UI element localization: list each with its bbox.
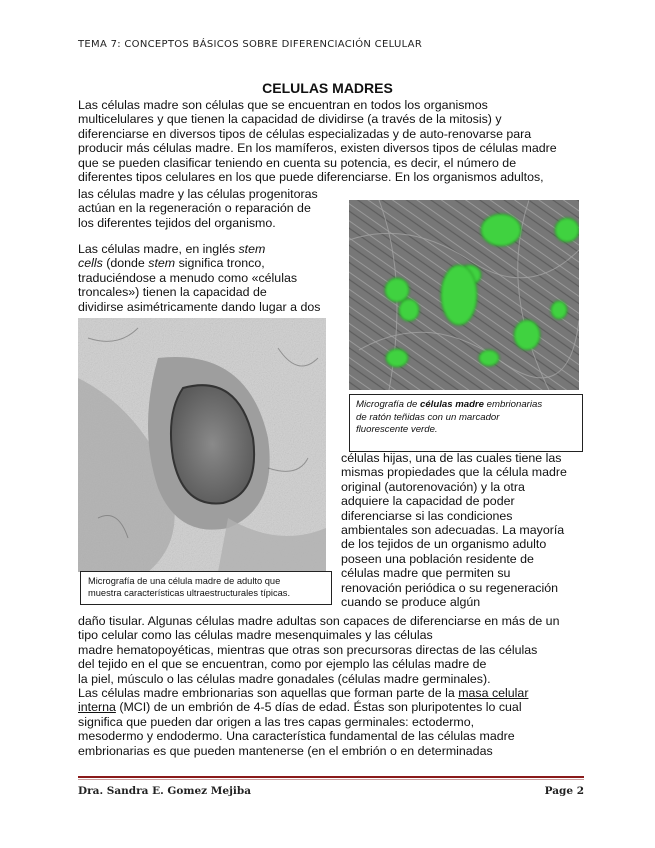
page-number: Page 2 <box>544 785 584 797</box>
running-header: TEMA 7: CONCEPTOS BÁSICOS SOBRE DIFERENCIACIÓN CELULAR <box>78 39 423 50</box>
paragraph-embryonic: daño tisular. Algunas células madre adultas son capaces de diferenciarse en más de un tipo celular como las células madre mesenquimales y las células madre hematopoyéticas, mientras que otras son precursoras directas de las células del tejido en el que se encuentran, como por ejemplo las células madre de la piel, músculo o las células madre gonadales (células madre germinales). Las células madre embrionarias son aquellas que forman parte de la masa celular interna (MCI) de un embrión de 4-5 días de edad. Éstas son pluripotentes lo cual significa que pueden dar origen a las tres capas germinales: ectodermo, mesodermo y endodermo. Una característica fundamental de las células madre embrionarias es que pueden mantenerse (en el embrión o en determinadas <box>78 614 560 758</box>
electron-micrograph <box>78 318 326 572</box>
link-masa-celular[interactable]: masa celular <box>458 686 529 701</box>
footer-rule <box>78 776 584 778</box>
page-title: CELULAS MADRES <box>262 80 393 96</box>
fluorescent-micrograph <box>349 200 579 390</box>
caption-right: Micrografía de células madre embrionarias de ratón teñidas con un marcador fluorescente verde. <box>349 394 583 452</box>
paragraph-intro: Las células madre son células que se encuentran en todos los organismos multicelulares y que tienen la capacidad de dividirse (a través de la mitosis) y diferenciarse en diversos tipos de células especializadas y de auto-renovarse para producir más células madre. En los mamíferos, existen diversos tipos de células madre que se pueden clasificar teniendo en cuenta su potencia, es decir, el número de diferentes tipos celulares en los que puede diferenciarse. En los organismos adultos, <box>78 98 557 185</box>
caption-left: Micrografía de una célula madre de adulto que muestra características ultraestructurales típicas. <box>80 571 332 605</box>
link-interna[interactable]: interna <box>78 700 116 715</box>
paragraph-adult: las células madre y las células progenitoras actúan en la regeneración o reparación de los diferentes tejidos del organismo. <box>78 187 318 230</box>
paragraph-daughter-cells: células hijas, una de las cuales tiene las mismas propiedades que la célula madre original (autorenovación) y la otra adquiere la capacidad de poder diferenciarse si las condiciones ambientales son adecuadas. La mayoría de los tejidos de un organismo adulto poseen una población residente de células madre que permiten su renovación periódica o su regeneración cuando se produce algún <box>341 451 567 610</box>
footer-author: Dra. Sandra E. Gomez Mejiba <box>78 785 252 797</box>
paragraph-stem-cells: Las células madre, en inglés stem cells (donde stem significa tronco, traduciéndose a menudo como «células troncales») tienen la capacidad de dividirse asimétricamente dando lugar a dos <box>78 242 321 314</box>
footer-rule-secondary <box>78 779 584 780</box>
